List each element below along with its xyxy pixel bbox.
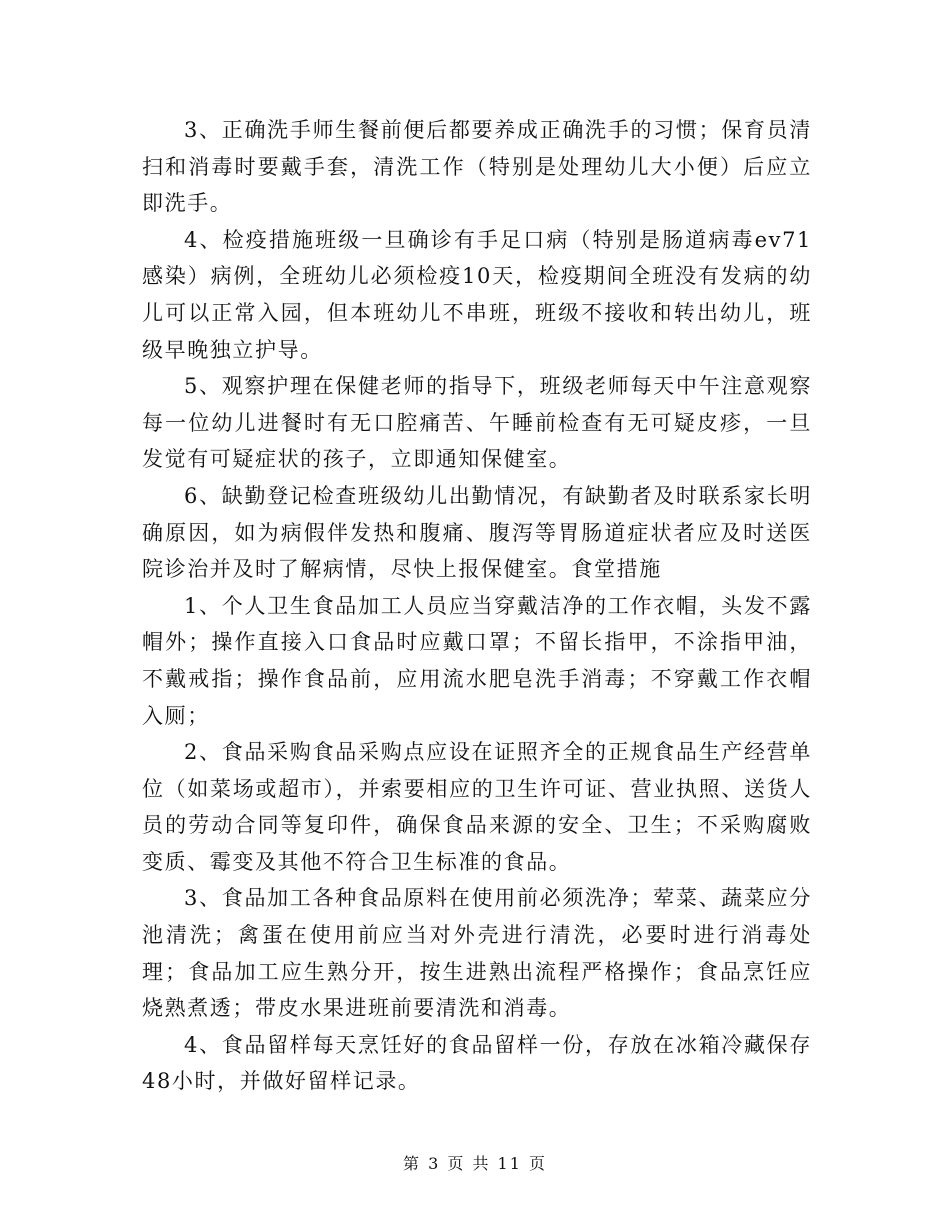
document-body	[142, 112, 812, 1100]
paragraph-quarantine: 4、检疫措施班级一旦确诊有手足口病（特别是肠道病毒ev71感染）病例，全班幼儿必须检疫10天，检疫期间全班没有发病的幼儿可以正常入园，但本班幼儿不串班，班级不接收和转出幼儿，班级早晚独立护导。	[142, 227, 812, 362]
paragraph-hand-washing: 3、正确洗手师生餐前便后都要养成正确洗手的习惯；保育员清扫和消毒时要戴手套，清洗工作（特别是处理幼儿大小便）后应立即洗手。	[142, 118, 812, 216]
paragraph-food-samples: 4、食品留样每天烹饪好的食品留样一份，存放在冰箱冷藏保存48小时，并做好留样记录。	[142, 1032, 812, 1094]
paragraph-personal-hygiene: 1、个人卫生食品加工人员应当穿戴洁净的工作衣帽，头发不露帽外；操作直接入口食品时应戴口罩；不留长指甲，不涂指甲油，不戴戒指；操作食品前，应用流水肥皂洗手消毒；不穿戴工作衣帽入厕；	[142, 593, 812, 728]
page-number-footer: 第 3 页 共 11 页	[403, 1154, 547, 1173]
paragraph-food-processing: 3、食品加工各种食品原料在使用前必须洗净；荤菜、蔬菜应分池清洗；禽蛋在使用前应当对外壳进行清洗，必要时进行消毒处理；食品加工应生熟分开，按生进熟出流程严格操作；食品烹饪应烧熟煮透；带皮水果进班前要清洗和消毒。	[142, 886, 812, 1021]
paragraph-food-procurement: 2、食品采购食品采购点应设在证照齐全的正规食品生产经营单位（如菜场或超市），并索要相应的卫生许可证、营业执照、送货人员的劳动合同等复印件，确保食品来源的安全、卫生；不采购腐败变质、霉变及其他不符合卫生标准的食品。	[142, 740, 812, 874]
paragraph-absence-registration: 6、缺勤登记检查班级幼儿出勤情况，有缺勤者及时联系家长明确原因，如为病假伴发热和腹痛、腹泻等胃肠道症状者应及时送医院诊治并及时了解病情，尽快上报保健室。食堂措施	[142, 483, 812, 582]
paragraph-observation-care: 5、观察护理在保健老师的指导下，班级老师每天中午注意观察每一位幼儿进餐时有无口腔痛苦、午睡前检查有无可疑皮疹，一旦发觉有可疑症状的孩子，立即通知保健室。	[142, 374, 812, 472]
